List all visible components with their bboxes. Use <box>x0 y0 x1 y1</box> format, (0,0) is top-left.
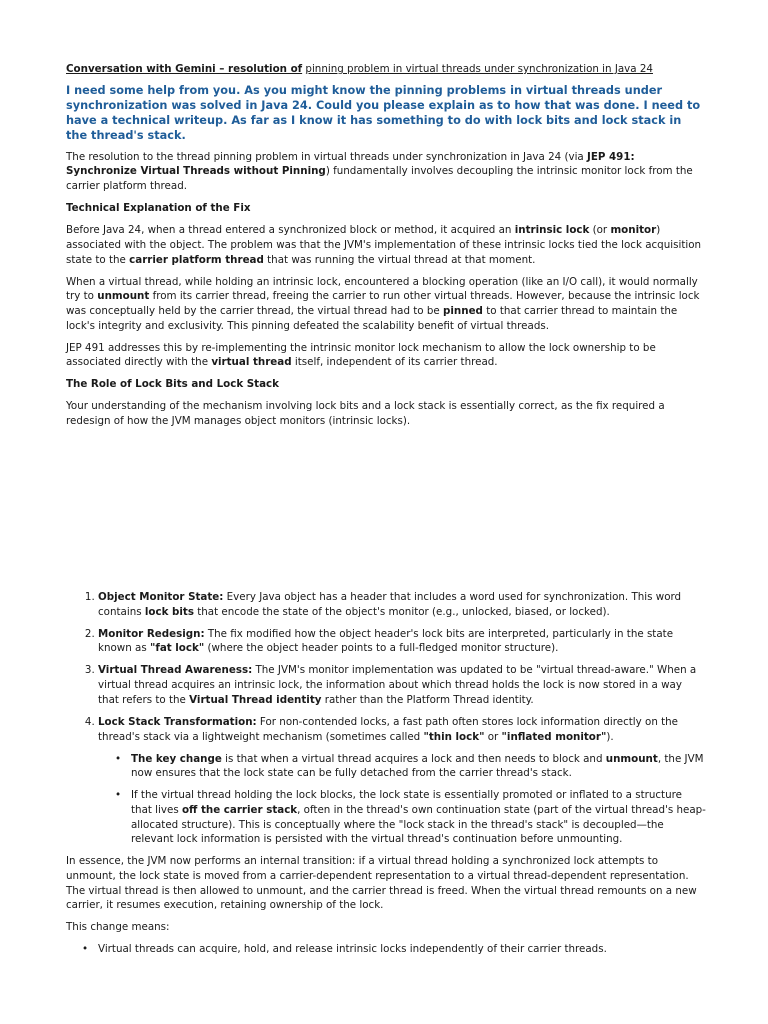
list-item: 2. Monitor Redesign: The fix modified how the object header's lock bits are interpreted, particularly in the state known as "fat lock" (where the object header points to a full-fledged monitor structure). <box>98 627 706 656</box>
document-title: Conversation with Gemini – resolution of pinning problem in virtual threads under synchronization in Java 24 <box>66 63 653 75</box>
list-item: 3. Virtual Thread Awareness: The JVM's monitor implementation was updated to be "virtual thread-aware." When a virtual thread acquires an intrinsic lock, the information about which thread holds the lock is now stored in a way that refers to the Virtual Thread identity rather than the Platform Thread identity. <box>98 663 706 707</box>
paragraph-change-means: This change means: <box>66 921 170 934</box>
sub-list-item: • The key change is that when a virtual thread acquires a lock and then needs to block and unmount, the JVM now ensures that the lock state can be fully detached from the carrier thread's stack. <box>131 752 706 781</box>
paragraph-in-essence: In essence, the JVM now performs an internal transition: if a virtual thread holding a synchronized lock attempts to unmount, the lock state is moved from a carrier-dependent representation to a virtual thread-dependent representation. The virtual thread is then allowed to unmount, and the carrier thread is freed. When the virtual thread remounts on a new carrier, it resumes execution, retaining ownership of the lock. <box>66 855 697 912</box>
list-item: 1. Object Monitor State: Every Java object has a header that includes a word used for synchronization. This word contains lock bits that encode the state of the object's monitor (e.g., unlocked, biased, or locked). <box>98 590 706 619</box>
paragraph-blocking-operation: When a virtual thread, while holding an intrinsic lock, encountered a blocking operation (like an I/O call), it would normally try to unmount from its carrier thread, freeing the carrier to run other virtual threads. However, because the intrinsic lock was conceptually held by the carrier thread, the virtual thread had to be pinned to that carrier thread to maintain the lock's integrity and exclusivity. This pinning defeated the scalability benefit of virtual threads. <box>66 275 700 332</box>
sub-list <box>98 752 706 848</box>
paragraph-jep491: JEP 491 addresses this by re-implementing the intrinsic monitor lock mechanism to allow the lock ownership to be associated directly with the virtual thread itself, independent of its carrier thread. <box>66 341 656 369</box>
heading-technical-explanation: Technical Explanation of the Fix <box>66 202 251 215</box>
list-item: 4. Lock Stack Transformation: For non-contended locks, a fast path often stores lock information directly on the thread's stack via a lightweight mechanism (sometimes called "thin lock" or "inflated monitor"). • The key change is that when a virtual thread acquires a lock and then needs to block and unmount, the JVM now ensures that the lock state can be fully detached from the carrier thread's stack. • If the virtual thread holding the lock blocks, the lock state is essentially promoted or inflated to a structure that lives off the carrier stack, often in the thread's own continuation state (part of the virtual thread's heap-allocated structure). This is conceptually where the "lock stack in the thread's stack" is decoupled—the relevant lock information is persisted with the virtual thread's continuation before unmounting. <box>98 715 706 847</box>
bullet-item: • Virtual threads can acquire, hold, and release intrinsic locks independently of their carrier threads. <box>98 942 706 957</box>
paragraph-before-java24: Before Java 24, when a thread entered a synchronized block or method, it acquired an intrinsic lock (or monitor) associated with the object. The problem was that the JVM's implementation of these intrinsic locks tied the lock acquisition state to the carrier platform thread that was running the virtual thread at that moment. <box>66 224 702 266</box>
sub-list-item: • If the virtual thread holding the lock blocks, the lock state is essentially promoted or inflated to a structure that lives off the carrier stack, often in the thread's own continuation state (part of the virtual thread's heap-allocated structure). This is conceptually where the "lock stack in the thread's stack" is decoupled—the relevant lock information is persisted with the virtual thread's continuation before unmounting. <box>131 788 706 847</box>
intro-paragraph: The resolution to the thread pinning problem in virtual threads under synchronization in Java 24 (via JEP 491: Synchronize Virtual Threads without Pinning) fundamentally involves decoupling the intrinsic monitor lock from the carrier platform thread. <box>66 150 693 193</box>
paragraph-understanding: Your understanding of the mechanism involving lock bits and a lock stack is essentially correct, as the fix required a redesign of how the JVM manages object monitors (intrinsic locks). <box>66 400 665 428</box>
change-bullets <box>66 942 706 957</box>
user-prompt: I need some help from you. As you might know the pinning problems in virtual threads under synchronization was solved in Java 24. Could you please explain as to how that was done. I need to have a technical writeup. As far as I know it has something to do with lock bits and lock stack in the thread's stack. <box>66 83 701 142</box>
blank-space <box>66 436 706 590</box>
document-page <box>66 62 706 964</box>
mechanism-list <box>66 590 706 847</box>
heading-lock-bits: The Role of Lock Bits and Lock Stack <box>66 378 279 391</box>
